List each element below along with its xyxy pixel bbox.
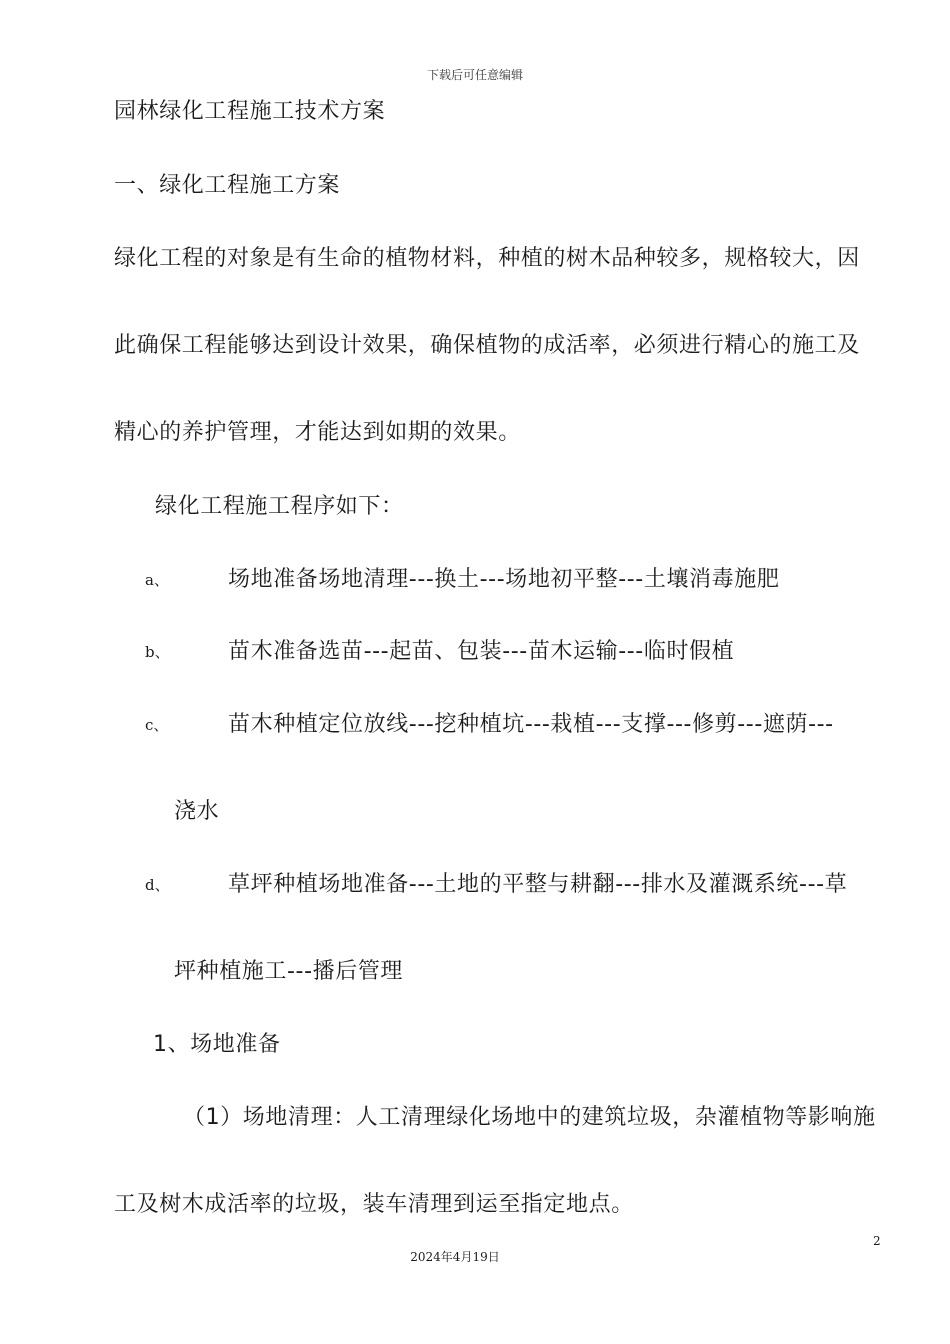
step-marker: c、 xyxy=(145,716,169,734)
step-text-continued: 浇水 xyxy=(174,799,220,824)
intro-line: 绿化工程的对象是有生命的植物材料，种植的树木品种较多，规格较大，因 xyxy=(114,246,860,271)
header-note: 下载后可任意编辑 xyxy=(426,68,523,82)
step-text: 草坪种植场地准备---土地的平整与耕翻---排水及灌溉系统---草 xyxy=(228,872,848,897)
footer-date: 2024年4月19日 xyxy=(410,1250,500,1264)
clearing-line: 工及树木成活率的垃圾，装车清理到运至指定地点。 xyxy=(114,1192,634,1217)
step-text: 苗木种植定位放线---挖种植坑---栽植---支撑---修剪---遮荫--- xyxy=(228,712,834,737)
step-text-continued: 坪种植施工---播后管理 xyxy=(174,959,404,984)
page-number: 2 xyxy=(873,1234,881,1248)
step-text: 苗木准备选苗---起苗、包装---苗木运输---临时假植 xyxy=(228,639,735,664)
step-text: 场地准备场地清理---换土---场地初平整---土壤消毒施肥 xyxy=(228,567,780,592)
clearing-line: （1）场地清理：人工清理绿化场地中的建筑垃圾，杂灌植物等影响施 xyxy=(183,1105,876,1130)
section-heading: 一、绿化工程施工方案 xyxy=(114,173,341,198)
procedure-intro: 绿化工程施工程序如下： xyxy=(155,494,404,519)
intro-line: 精心的养护管理，才能达到如期的效果。 xyxy=(114,420,521,445)
step-marker: d、 xyxy=(145,876,170,894)
intro-line: 此确保工程能够达到设计效果，确保植物的成活率，必须进行精心的施工及 xyxy=(114,333,860,358)
subsection-heading: 1、场地准备 xyxy=(153,1032,281,1057)
step-marker: b、 xyxy=(145,643,170,661)
step-marker: a、 xyxy=(145,571,169,589)
document-title: 园林绿化工程施工技术方案 xyxy=(114,99,386,124)
